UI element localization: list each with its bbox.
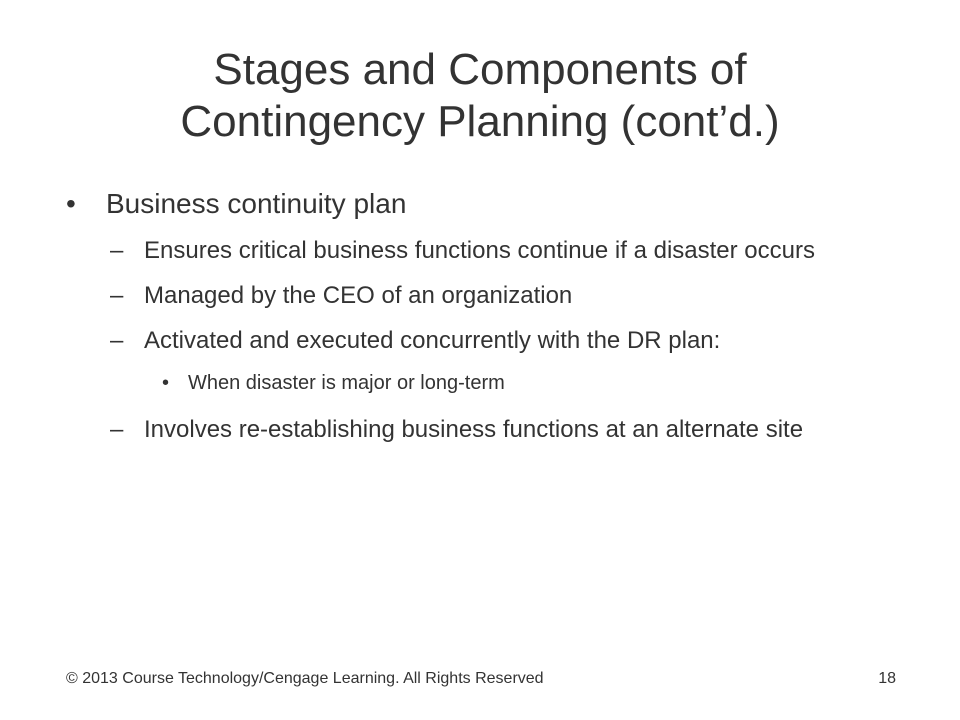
sub-bullet-text: Managed by the CEO of an organization (144, 282, 573, 309)
sub-bullet-managed-by-ceo (66, 279, 866, 312)
dash-marker: – (110, 282, 124, 309)
bullet-list (66, 184, 866, 458)
bullet-item-business-continuity-plan (66, 184, 866, 224)
sub-bullet-ensures-functions (66, 234, 866, 267)
dash-marker: – (110, 237, 124, 264)
sub-bullet-activated-concurrently (66, 324, 866, 357)
slide-title-line-2: Contingency Planning (cont’d.) (180, 97, 780, 146)
page-number: 18 (878, 670, 896, 687)
slide-title-line-1: Stages and Components of (213, 45, 747, 94)
bullet-text: Business continuity plan (106, 188, 407, 219)
sub-bullet-text: Involves re-establishing business functions at an alternate site (144, 416, 804, 443)
sub-sub-bullet-major-disaster (66, 369, 866, 397)
dash-marker: – (110, 327, 124, 354)
bullet-marker: • (66, 188, 76, 219)
copyright-notice: © 2013 Course Technology/Cengage Learning. All Rights Reserved (66, 670, 544, 687)
dash-marker: – (110, 416, 124, 443)
sub-bullet-text: Ensures critical business functions continue if a disaster occurs (144, 237, 815, 264)
slide-title (80, 44, 880, 148)
sub-sub-bullet-text: When disaster is major or long-term (188, 372, 505, 394)
bullet-marker: • (162, 372, 170, 394)
sub-bullet-text: Activated and executed concurrently with the DR plan: (144, 327, 721, 354)
sub-bullet-alternate-site (66, 413, 866, 446)
